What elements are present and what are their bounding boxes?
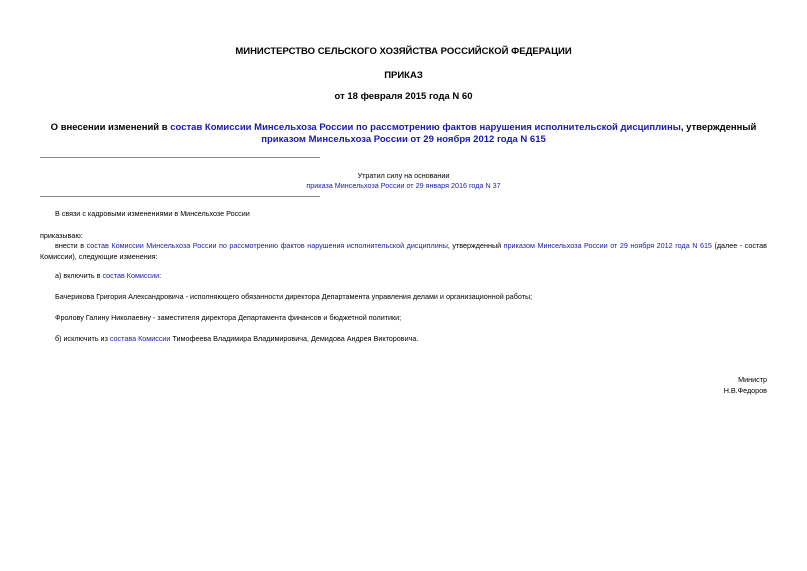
ministry-name: МИНИСТЕРСТВО СЕЛЬСКОГО ХОЗЯЙСТВА РОССИЙСКОЙ ФЕДЕРАЦИИ: [235, 46, 572, 57]
document-title: [40, 122, 767, 146]
document-date-number: от 18 февраля 2015 года N 60: [334, 91, 473, 102]
include-text-2: :: [159, 271, 162, 280]
exclude-text-1: б) исключить из: [55, 334, 110, 343]
amendment-text-2: , утвержденный: [447, 241, 504, 250]
amendment-text-3: (далее - состав Комиссии), следующие изменения:: [40, 241, 767, 261]
include-text-1: а) включить в: [55, 271, 103, 280]
repeal-link[interactable]: приказа Минсельхоза России от 29 января 2016 года N 37: [306, 181, 501, 190]
title-text-1: О внесении изменений в: [50, 122, 171, 133]
paragraph-include: [55, 270, 767, 281]
exclude-link-commission[interactable]: состава Комиссии: [109, 334, 171, 343]
paragraph-member-frolova: Фролову Галину Николаевну - заместителя директора Департамента финансов и бюджетной политики;: [55, 313, 402, 322]
repeal-note: Утратил силу на основании: [357, 171, 450, 180]
title-link-commission[interactable]: состав Комиссии Минсельхоза России по рассмотрению фактов нарушения исполнительской дисциплины: [170, 122, 681, 133]
exclude-text-2: Тимофеева Владимира Владимировича, Демидова Андрея Викторовича.: [170, 334, 419, 343]
amendment-link-order[interactable]: приказом Минсельхоза России от 29 ноября 2012 года N 615: [503, 241, 712, 250]
document-type: ПРИКАЗ: [384, 70, 423, 81]
paragraph-member-bacherikov: Бачерикова Григория Александровича - исполняющего обязанности директора Департамента управления делами и организационной работы;: [55, 292, 533, 301]
amendment-link-commission[interactable]: состав Комиссии Минсельхоза России по рассмотрению фактов нарушения исполнительской дисциплины: [86, 241, 448, 250]
paragraph-amendment: [40, 240, 767, 262]
title-text-2: , утвержденный: [680, 122, 757, 133]
divider-top: [40, 157, 320, 158]
include-link-commission[interactable]: состав Комиссии: [102, 271, 160, 280]
signature-name: Н.В.Федоров: [723, 386, 767, 395]
paragraph-exclude: [55, 333, 767, 344]
paragraph-order-word: приказываю:: [40, 231, 83, 240]
title-link-order[interactable]: приказом Минсельхоза России от 29 ноября 2012 года N 615: [261, 134, 546, 145]
repeal-note-link-line: [250, 180, 557, 191]
amendment-text-1: внести в: [55, 241, 87, 250]
divider-bottom: [40, 196, 320, 197]
paragraph-reason: В связи с кадровыми изменениями в Минсельхозе России: [55, 209, 250, 218]
signature-position: Министр: [738, 375, 767, 384]
